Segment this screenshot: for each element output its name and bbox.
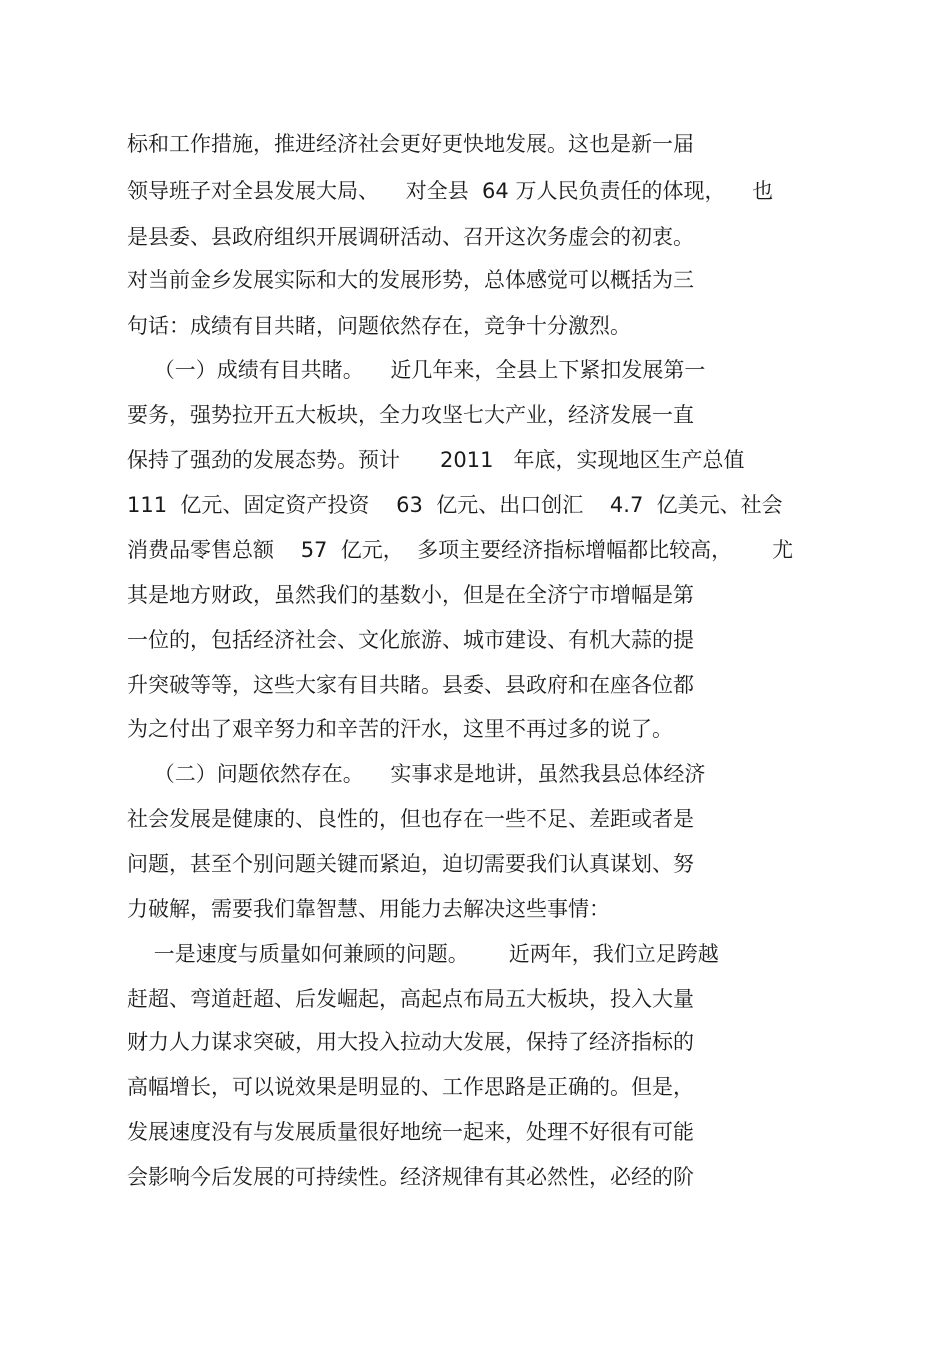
text-line: 其是地方财政，虽然我们的基数小，但是在全济宁市增幅是第: [127, 583, 694, 607]
text-line: 是县委、县政府组织开展调研活动、召开这次务虚会的初衷。: [127, 225, 694, 249]
text-line: 会影响今后发展的可持续性。经济规律有其必然性，必经的阶: [127, 1165, 694, 1189]
text-line: 社会发展是健康的、良性的，但也存在一些不足、差距或者是: [127, 807, 694, 831]
text-line: 111 亿元、固定资产投资 63 亿元、出口创汇 4.7 亿美元、社会: [127, 493, 783, 517]
text-line: 消费品零售总额 57 亿元， 多项主要经济指标增幅都比较高， 尤: [127, 538, 794, 562]
text-line: 保持了强劲的发展态势。预计 2011 年底，实现地区生产总值: [127, 448, 745, 472]
text-line: 高幅增长，可以说效果是明显的、工作思路是正确的。但是，: [127, 1075, 694, 1099]
text-line: 标和工作措施，推进经济社会更好更快地发展。这也是新一届: [127, 132, 694, 156]
text-line: 赶超、弯道赶超、后发崛起，高起点布局五大板块，投入大量: [127, 987, 694, 1011]
text-line: 一是速度与质量如何兼顾的问题。 近两年，我们立足跨越: [127, 942, 719, 966]
text-line: 力破解，需要我们靠智慧、用能力去解决这些事情：: [127, 897, 610, 921]
text-line: 要务，强势拉开五大板块，全力攻坚七大产业，经济发展一直: [127, 403, 694, 427]
text-line: 对当前金乡发展实际和大的发展形势，总体感觉可以概括为三: [127, 268, 694, 292]
text-line: 领导班子对全县发展大局、 对全县 64 万人民负责任的体现， 也: [127, 179, 774, 203]
text-line: （二）问题依然存在。 实事求是地讲，虽然我县总体经济: [127, 762, 706, 786]
text-line: 发展速度没有与发展质量很好地统一起来，处理不好很有可能: [127, 1120, 694, 1144]
text-line: （一）成绩有目共睹。 近几年来，全县上下紧扣发展第一: [127, 358, 706, 382]
text-line: 一位的，包括经济社会、文化旅游、城市建设、有机大蒜的提: [127, 628, 694, 652]
text-line: 句话：成绩有目共睹，问题依然存在，竞争十分激烈。: [127, 314, 631, 338]
text-line: 问题，甚至个别问题关键而紧迫，迫切需要我们认真谋划、努: [127, 852, 694, 876]
text-line: 为之付出了艰辛努力和辛苦的汗水，这里不再过多的说了。: [127, 717, 673, 741]
text-line: 升突破等等，这些大家有目共睹。县委、县政府和在座各位都: [127, 673, 694, 697]
text-line: 财力人力谋求突破，用大投入拉动大发展，保持了经济指标的: [127, 1030, 694, 1054]
